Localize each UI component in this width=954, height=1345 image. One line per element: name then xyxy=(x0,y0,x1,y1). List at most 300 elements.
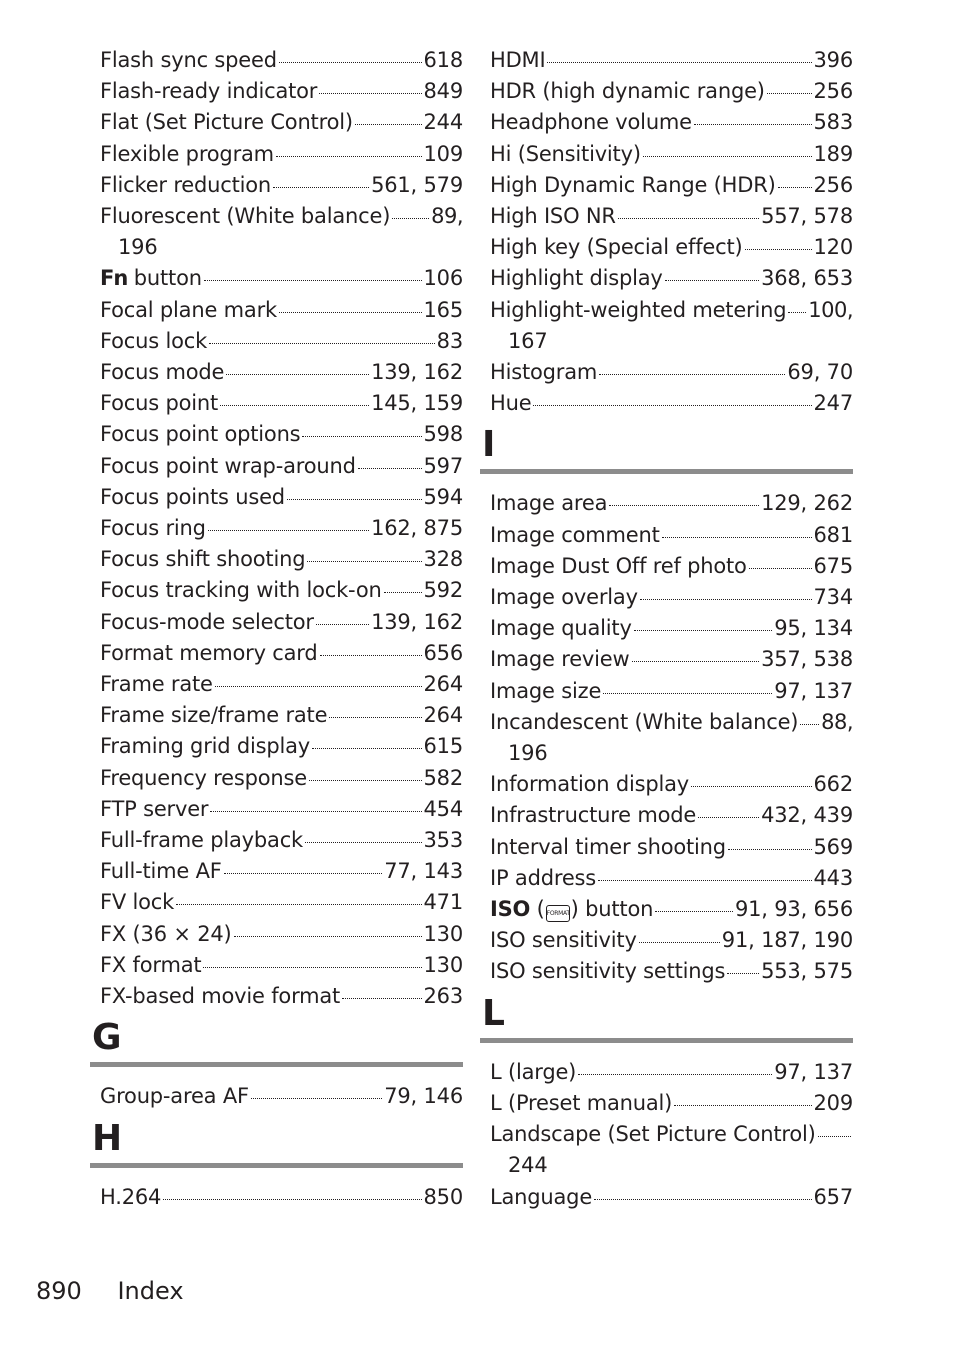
index-entry xyxy=(480,45,853,76)
dot-leader xyxy=(698,817,759,818)
index-entry xyxy=(480,170,853,201)
dot-leader xyxy=(655,911,733,912)
index-term-text: FX (36 × 24) xyxy=(100,921,232,946)
index-pages: 443 xyxy=(813,865,853,890)
dot-leader xyxy=(533,405,811,406)
index-term xyxy=(100,887,174,918)
index-term xyxy=(490,201,616,232)
index-term-text: Focus shift shooting xyxy=(100,547,306,572)
index-pages: 88, xyxy=(821,709,853,734)
dot-leader xyxy=(316,624,369,625)
index-entry xyxy=(480,676,853,707)
index-term-text: Focus point wrap-around xyxy=(100,453,356,478)
index-term xyxy=(100,700,327,731)
dot-leader xyxy=(220,405,369,406)
index-term xyxy=(100,607,314,638)
index-term xyxy=(490,894,653,925)
index-entry xyxy=(480,551,853,582)
index-term-text: Focus ring xyxy=(100,516,206,541)
index-pages-continued: 196 xyxy=(508,741,548,766)
dot-leader xyxy=(234,936,422,937)
index-term xyxy=(490,1119,816,1150)
index-pages: 328 xyxy=(423,547,463,572)
dot-leader xyxy=(305,842,422,843)
index-term xyxy=(100,919,232,950)
index-term xyxy=(100,45,277,76)
index-entry xyxy=(90,981,463,1012)
index-pages: 145, 159 xyxy=(371,391,463,416)
dot-leader xyxy=(598,880,811,881)
dot-leader xyxy=(665,280,759,281)
index-pages: 263 xyxy=(423,984,463,1009)
index-pages: 256 xyxy=(813,79,853,104)
index-term-bold: ISO xyxy=(490,897,531,922)
section-divider xyxy=(480,469,853,474)
index-entry xyxy=(90,388,463,419)
section-letter: I xyxy=(482,424,496,466)
index-term-text: Group-area AF xyxy=(100,1084,249,1109)
index-entry xyxy=(90,419,463,450)
index-pages: 95, 134 xyxy=(774,616,853,641)
index-term xyxy=(100,856,222,887)
index-term-text: button xyxy=(127,266,202,291)
section-divider xyxy=(90,1062,463,1067)
index-term-text: ) button xyxy=(570,897,654,922)
dot-leader xyxy=(609,505,759,506)
index-term xyxy=(490,925,637,956)
index-term-text: Image Dust Off ref photo xyxy=(490,553,747,578)
index-term xyxy=(100,388,218,419)
index-term-text: FTP server xyxy=(100,796,209,821)
dot-leader xyxy=(749,568,812,569)
dot-leader xyxy=(319,93,421,94)
dot-leader xyxy=(279,62,422,63)
index-term-text: Image quality xyxy=(490,616,632,641)
dot-leader xyxy=(594,1199,811,1200)
index-term-text: Full-frame playback xyxy=(100,828,304,853)
index-term xyxy=(490,76,765,107)
index-pages: 69, 70 xyxy=(787,360,853,385)
index-entry xyxy=(90,45,463,76)
dot-leader xyxy=(547,62,811,63)
index-term-text: Focus tracking with lock-on xyxy=(100,578,382,603)
index-term xyxy=(100,794,208,825)
index-entry xyxy=(90,919,463,950)
dot-leader xyxy=(273,187,369,188)
dot-leader xyxy=(384,592,422,593)
index-pages: 209 xyxy=(813,1090,853,1115)
index-term-text: Frequency response xyxy=(100,765,307,790)
index-term-text: Frame rate xyxy=(100,672,213,697)
index-entry xyxy=(90,731,463,762)
dot-leader xyxy=(208,530,369,531)
index-term xyxy=(490,769,689,800)
index-term xyxy=(100,763,307,794)
index-pages-continued: 196 xyxy=(118,235,158,260)
index-pages: 91, 187, 190 xyxy=(721,928,853,953)
dot-leader xyxy=(599,374,785,375)
left-column xyxy=(90,45,463,1213)
index-pages: 139, 162 xyxy=(371,360,463,385)
dot-leader xyxy=(302,436,421,437)
index-term-text: Landscape (Set Picture Control) xyxy=(490,1122,816,1147)
index-pages: 597 xyxy=(423,453,463,478)
index-pages: 681 xyxy=(813,522,853,547)
dot-leader xyxy=(643,156,812,157)
index-term xyxy=(100,107,353,138)
index-entry xyxy=(90,170,463,201)
dot-leader xyxy=(358,468,422,469)
index-entry xyxy=(90,201,463,232)
index-term xyxy=(490,613,632,644)
index-pages: 189 xyxy=(813,141,853,166)
footer-section-label: Index xyxy=(117,1277,184,1305)
index-term xyxy=(100,295,277,326)
index-term xyxy=(490,107,692,138)
index-term xyxy=(490,644,630,675)
index-entry xyxy=(90,950,463,981)
index-entry xyxy=(480,800,853,831)
index-entry xyxy=(90,544,463,575)
index-pages: 569 xyxy=(813,834,853,859)
index-entry xyxy=(90,763,463,794)
index-pages: 162, 875 xyxy=(371,516,463,541)
index-pages: 353 xyxy=(423,828,463,853)
index-term-text: Flash-ready indicator xyxy=(100,79,318,104)
index-term xyxy=(490,357,597,388)
index-term-text: Focus lock xyxy=(100,328,208,353)
index-term xyxy=(490,232,743,263)
index-term-text: Language xyxy=(490,1184,593,1209)
index-term xyxy=(490,170,776,201)
index-term-text: Incandescent (White balance) xyxy=(490,709,799,734)
index-entry xyxy=(90,295,463,326)
index-term xyxy=(490,551,747,582)
index-term-text: Hi (Sensitivity) xyxy=(490,141,641,166)
index-term-text: Focus point options xyxy=(100,422,301,447)
index-term-text: Headphone volume xyxy=(490,110,692,135)
index-term xyxy=(100,638,318,669)
index-pages: 165 xyxy=(423,297,463,322)
index-pages: 553, 575 xyxy=(761,959,853,984)
index-term-text: Flash sync speed xyxy=(100,48,277,72)
index-term xyxy=(100,263,202,294)
index-term xyxy=(490,388,531,419)
index-term xyxy=(100,1182,161,1213)
index-term-text: FX-based movie format xyxy=(100,984,341,1009)
dot-leader xyxy=(355,124,422,125)
index-term-text: IP address xyxy=(490,865,597,890)
index-entry xyxy=(480,488,853,519)
dot-leader xyxy=(694,124,812,125)
index-entry xyxy=(480,832,853,863)
index-term xyxy=(490,582,638,613)
index-pages: 849 xyxy=(423,79,463,104)
index-term-text: Flexible program xyxy=(100,141,274,166)
dot-leader xyxy=(392,218,429,219)
index-entry xyxy=(480,1182,853,1213)
index-term-text: HDMI xyxy=(490,48,546,72)
index-pages: 247 xyxy=(813,391,853,416)
index-entry xyxy=(480,263,853,294)
index-entry xyxy=(90,638,463,669)
index-pages: 471 xyxy=(423,890,463,915)
index-term-text: L (large) xyxy=(490,1059,577,1084)
index-pages: 598 xyxy=(423,422,463,447)
index-entry xyxy=(90,700,463,731)
index-term-text: Highlight display xyxy=(490,266,663,291)
index-term xyxy=(100,575,382,606)
index-term xyxy=(490,1182,592,1213)
index-term xyxy=(490,863,596,894)
index-term-text: Flicker reduction xyxy=(100,172,272,197)
dot-leader xyxy=(163,1199,421,1200)
dot-leader xyxy=(727,973,759,974)
index-entry xyxy=(90,76,463,107)
index-entry xyxy=(480,201,853,232)
dot-leader xyxy=(745,249,812,250)
index-term xyxy=(490,45,545,76)
dot-leader xyxy=(309,780,422,781)
dot-leader xyxy=(578,1074,772,1075)
index-pages: 83 xyxy=(436,328,463,353)
index-term xyxy=(490,800,696,831)
index-entry xyxy=(90,607,463,638)
index-entry xyxy=(480,644,853,675)
index-term xyxy=(100,170,271,201)
index-entry xyxy=(480,520,853,551)
dot-leader xyxy=(251,1098,382,1099)
index-term xyxy=(490,295,786,326)
index-term-text: Image review xyxy=(490,647,630,672)
section-letter: G xyxy=(92,1017,122,1059)
index-entry xyxy=(90,825,463,856)
section-divider xyxy=(90,1163,463,1168)
index-term xyxy=(100,326,207,357)
index-term-text: Interval timer shooting xyxy=(490,834,726,859)
dot-leader xyxy=(767,93,812,94)
index-pages: 592 xyxy=(423,578,463,603)
index-term-text: FX format xyxy=(100,952,202,977)
index-pages: 850 xyxy=(423,1184,463,1209)
index-entry xyxy=(90,482,463,513)
index-term-text: Infrastructure mode xyxy=(490,803,697,828)
index-entry xyxy=(480,1088,853,1119)
index-entry xyxy=(480,707,853,738)
index-term-text: Framing grid display xyxy=(100,734,311,759)
index-pages: 264 xyxy=(423,672,463,697)
index-term-text: H.264 xyxy=(100,1184,162,1209)
dot-leader xyxy=(634,630,773,631)
index-pages: 129, 262 xyxy=(761,491,853,516)
index-pages: 109 xyxy=(423,141,463,166)
index-term-text: Full-time AF xyxy=(100,859,222,884)
index-pages: 662 xyxy=(813,772,853,797)
index-entry xyxy=(480,357,853,388)
index-term-text: HDR (high dynamic range) xyxy=(490,79,765,104)
index-entry xyxy=(480,925,853,956)
dot-leader xyxy=(674,1105,811,1106)
index-term-text: Image comment xyxy=(490,522,660,547)
index-term xyxy=(100,731,310,762)
index-pages: 256 xyxy=(813,172,853,197)
dot-leader xyxy=(800,724,819,725)
section-divider xyxy=(480,1038,853,1043)
index-term xyxy=(100,201,390,232)
index-entry xyxy=(90,357,463,388)
index-pages: 675 xyxy=(813,553,853,578)
index-term-text: High ISO NR xyxy=(490,204,616,229)
index-pages: 582 xyxy=(423,765,463,790)
index-term-text: Format memory card xyxy=(100,640,318,665)
index-term xyxy=(490,1057,576,1088)
index-entry xyxy=(90,794,463,825)
index-entry xyxy=(480,295,853,326)
index-pages: 264 xyxy=(423,703,463,728)
index-term-text: Image size xyxy=(490,678,602,703)
index-term-text: Histogram xyxy=(490,360,598,385)
index-term xyxy=(100,825,303,856)
format-button-icon: FORMAT xyxy=(546,905,570,922)
right-column xyxy=(480,45,853,1213)
index-entry xyxy=(90,513,463,544)
index-term-text: Focus points used xyxy=(100,484,285,509)
dot-leader xyxy=(640,599,812,600)
index-entry xyxy=(480,582,853,613)
index-term-text: Flat (Set Picture Control) xyxy=(100,110,353,135)
index-term-text: Focus-mode selector xyxy=(100,609,314,634)
index-term xyxy=(100,357,224,388)
index-pages: 130 xyxy=(423,952,463,977)
index-pages: 357, 538 xyxy=(761,647,853,672)
dot-leader xyxy=(778,187,812,188)
index-entry xyxy=(90,1081,463,1112)
dot-leader xyxy=(312,748,421,749)
index-term xyxy=(100,451,356,482)
index-term xyxy=(100,544,305,575)
index-pages: 244 xyxy=(423,110,463,135)
index-term-text: High key (Special effect) xyxy=(490,235,743,260)
index-term xyxy=(490,520,660,551)
dot-leader xyxy=(618,218,759,219)
index-pages: 106 xyxy=(423,266,463,291)
index-term xyxy=(100,513,206,544)
index-entry xyxy=(90,451,463,482)
index-term-text: Image area xyxy=(490,491,608,516)
index-entry xyxy=(480,232,853,263)
index-entry xyxy=(90,669,463,700)
index-term-part: ( xyxy=(530,897,545,922)
index-entry xyxy=(480,76,853,107)
dot-leader xyxy=(276,156,422,157)
index-term-text: ISO sensitivity settings xyxy=(490,959,726,984)
dot-leader xyxy=(204,280,422,281)
dot-leader xyxy=(287,499,422,500)
index-term-text: Focus point xyxy=(100,391,219,416)
index-entry xyxy=(90,263,463,294)
index-entry xyxy=(90,1182,463,1213)
dot-leader xyxy=(210,811,421,812)
index-term xyxy=(490,832,726,863)
index-term xyxy=(100,419,300,450)
section-letter: H xyxy=(92,1117,123,1159)
dot-leader xyxy=(788,312,806,313)
index-pages: 77, 143 xyxy=(384,859,463,884)
index-entry xyxy=(480,139,853,170)
dot-leader xyxy=(279,312,422,313)
dot-leader xyxy=(224,873,383,874)
index-entry xyxy=(480,894,853,925)
dot-leader xyxy=(226,374,369,375)
index-pages: 557, 578 xyxy=(761,204,853,229)
index-pages: 97, 137 xyxy=(774,1059,853,1084)
index-term xyxy=(490,707,798,738)
index-term xyxy=(490,263,663,294)
index-term xyxy=(490,488,607,519)
index-pages-continued: 244 xyxy=(508,1153,548,1178)
index-term-bold: Fn xyxy=(100,266,128,291)
index-term xyxy=(490,956,725,987)
index-term xyxy=(100,1081,249,1112)
index-pages-continued: 167 xyxy=(508,328,548,353)
index-pages: 130 xyxy=(423,921,463,946)
dot-leader xyxy=(215,686,422,687)
index-entry xyxy=(480,956,853,987)
index-term-text: L (Preset manual) xyxy=(490,1090,673,1115)
index-pages: 432, 439 xyxy=(761,803,853,828)
page-footer xyxy=(36,1277,184,1305)
index-term xyxy=(100,669,213,700)
index-term xyxy=(490,676,601,707)
index-term xyxy=(100,981,340,1012)
dot-leader xyxy=(632,661,760,662)
dot-leader xyxy=(639,942,720,943)
index-entry xyxy=(90,326,463,357)
index-pages: 734 xyxy=(813,585,853,610)
index-pages: 139, 162 xyxy=(371,609,463,634)
index-pages: 91, 93, 656 xyxy=(734,897,853,922)
dot-leader xyxy=(209,343,435,344)
index-pages: 368, 653 xyxy=(761,266,853,291)
section-letter: L xyxy=(482,992,505,1034)
index-term-text: Information display xyxy=(490,772,690,797)
dot-leader xyxy=(603,693,772,694)
index-pages: 79, 146 xyxy=(384,1084,463,1109)
index-pages: 120 xyxy=(813,235,853,260)
index-pages: 97, 137 xyxy=(774,678,853,703)
index-pages: 656 xyxy=(423,640,463,665)
index-pages: 454 xyxy=(423,796,463,821)
index-term-text: ISO sensitivity xyxy=(490,928,637,953)
index-term-text: Focal plane mark xyxy=(100,297,277,322)
index-term-text: High Dynamic Range (HDR) xyxy=(490,172,776,197)
index-pages: 396 xyxy=(813,48,853,72)
dot-leader xyxy=(320,655,422,656)
index-entry xyxy=(90,139,463,170)
index-term xyxy=(490,139,641,170)
index-term-text: Hue xyxy=(490,391,532,416)
index-entry xyxy=(480,388,853,419)
dot-leader xyxy=(691,786,812,787)
index-pages: 657 xyxy=(813,1184,853,1209)
index-entry xyxy=(480,1119,853,1150)
index-pages: 615 xyxy=(423,734,463,759)
index-entry xyxy=(480,1057,853,1088)
dot-leader xyxy=(329,717,421,718)
index-pages: 561, 579 xyxy=(371,172,463,197)
index-term xyxy=(100,139,274,170)
dot-leader xyxy=(342,998,421,999)
